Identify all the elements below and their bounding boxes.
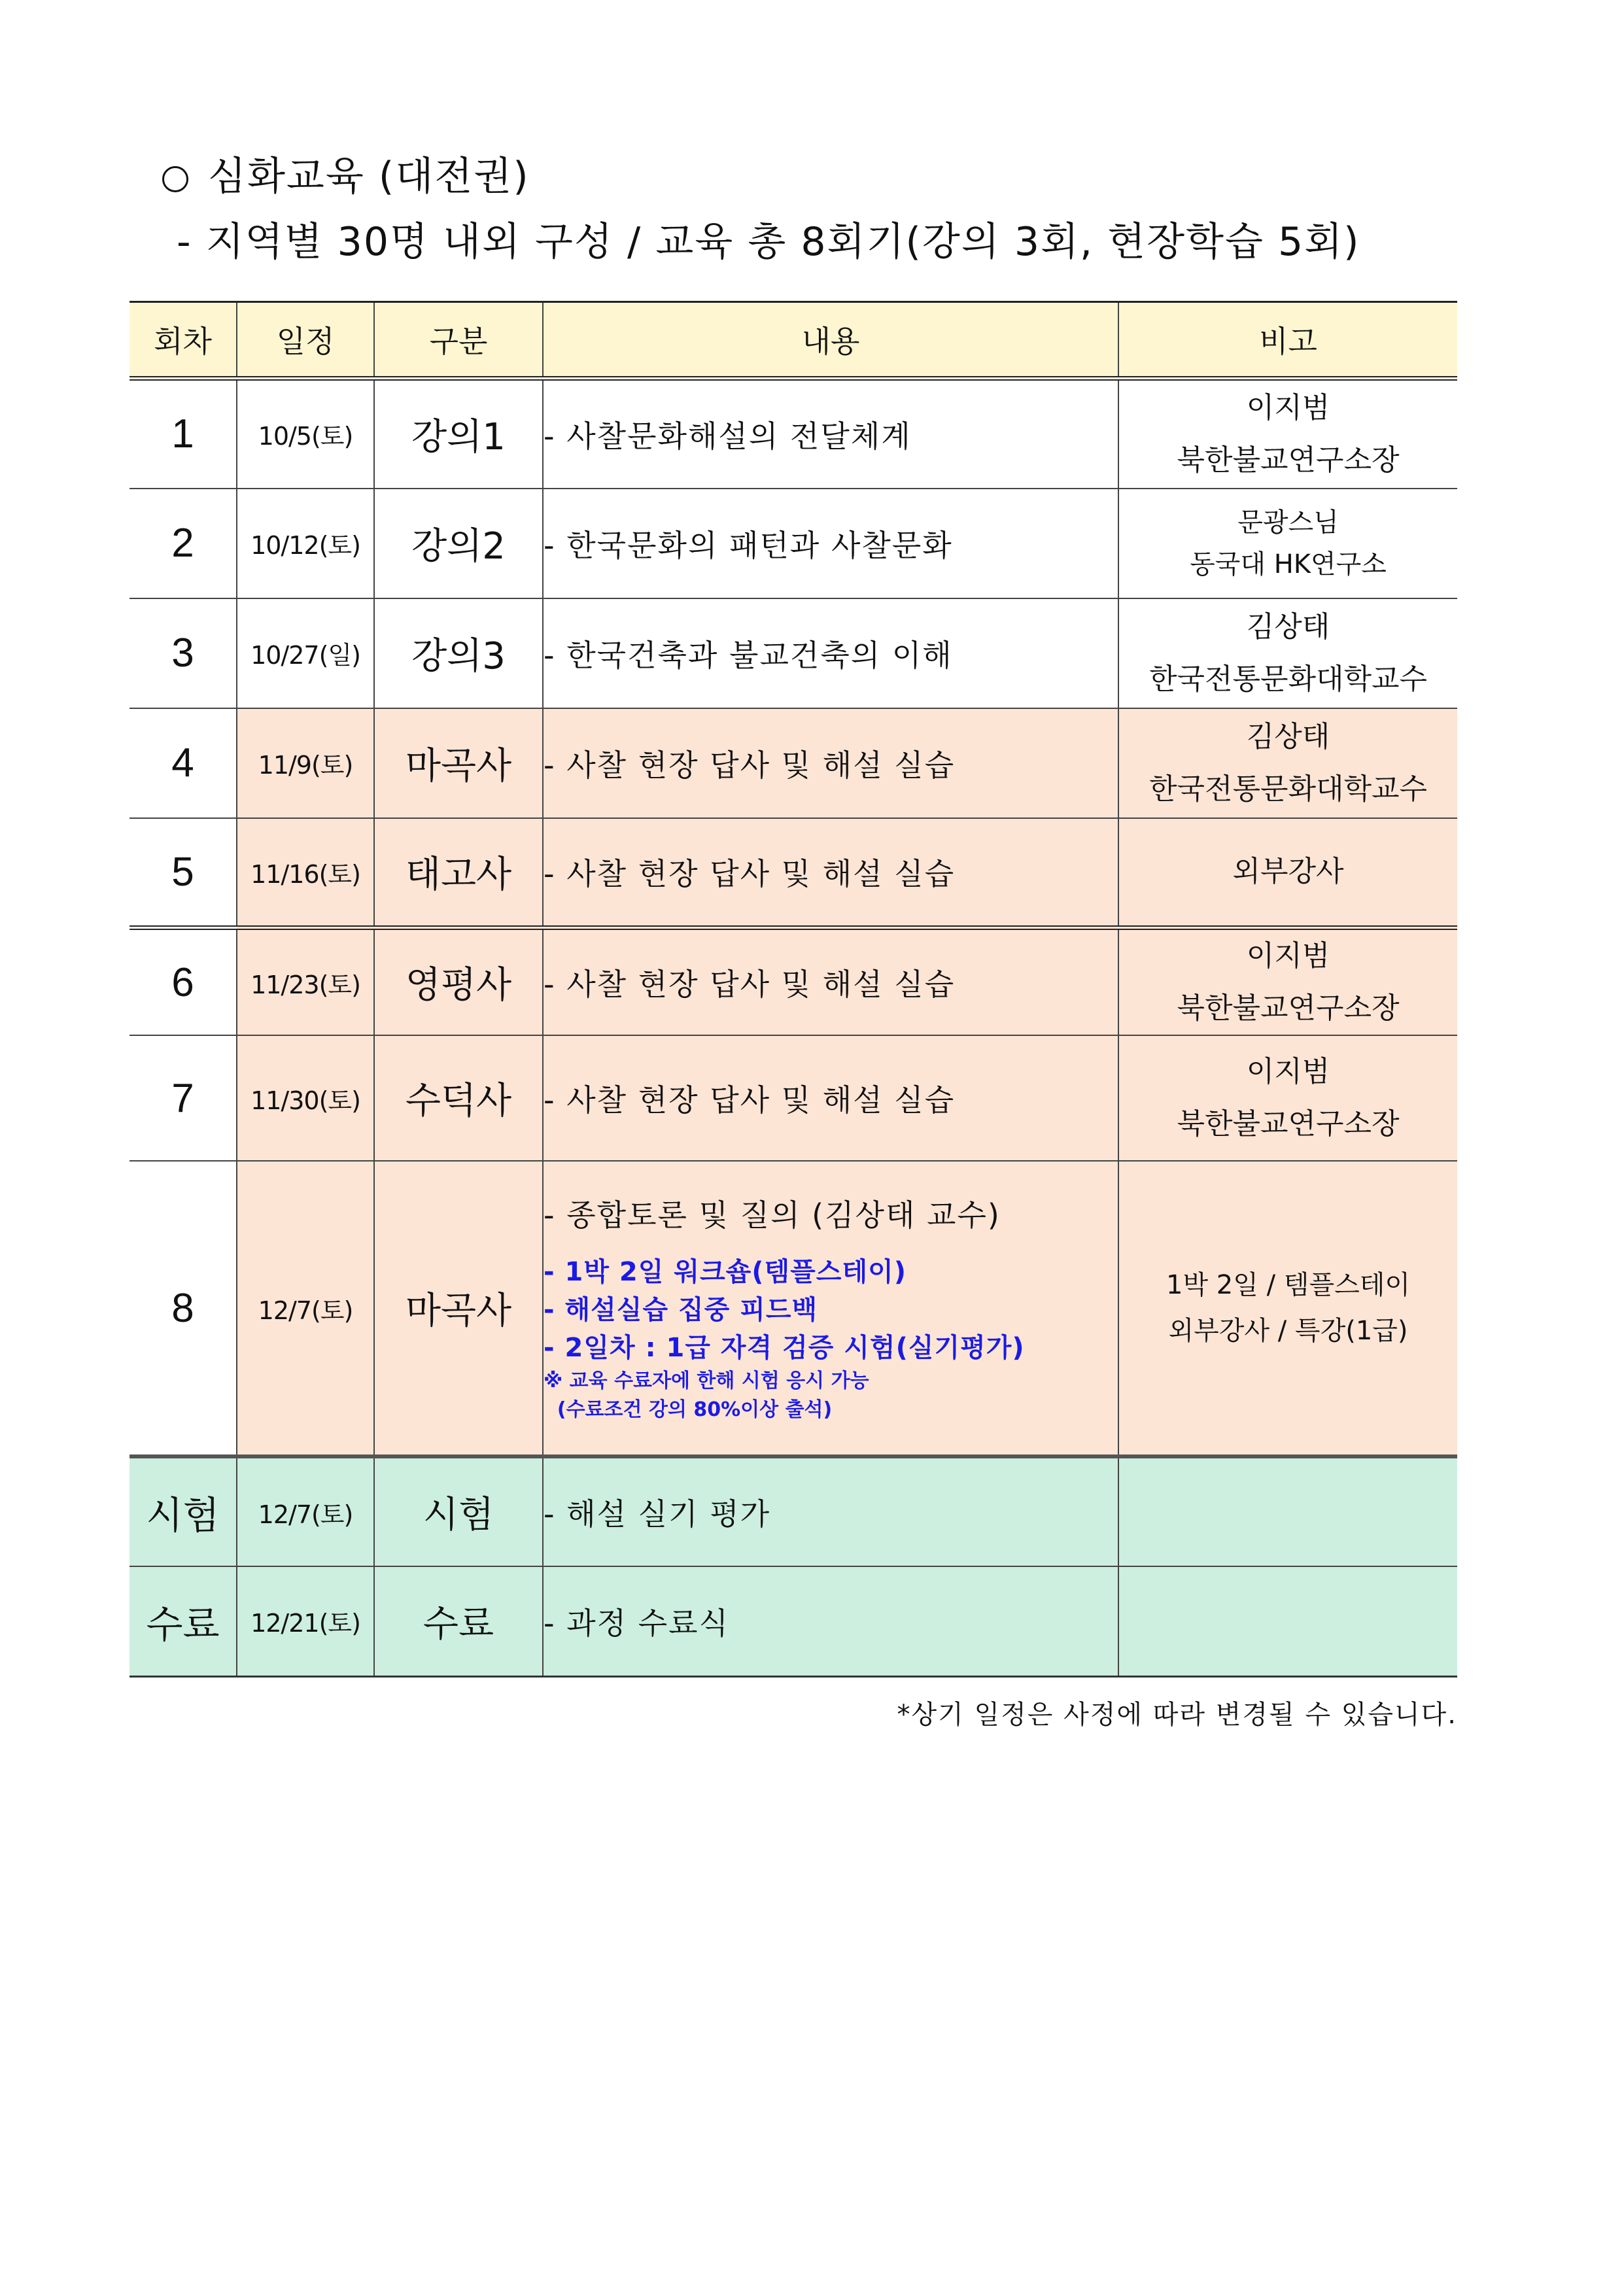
row-content: - 사찰문화해설의 전달체계 <box>543 379 1118 489</box>
content-main-line: - 종합토론 및 질의 (김상태 교수) <box>544 1197 1001 1233</box>
note-line: 1박 2일 / 템플스테이 <box>1166 1270 1410 1300</box>
row-number: 7 <box>130 1035 237 1161</box>
row-date: 11/30(토) <box>237 1035 374 1161</box>
row-category: 태고사 <box>374 818 543 928</box>
row-category: 강의3 <box>374 598 543 708</box>
row-note <box>1118 598 1457 708</box>
row-number: 시험 <box>130 1456 237 1566</box>
row-number: 4 <box>130 708 237 818</box>
row-number: 1 <box>130 379 237 489</box>
table-row <box>130 818 1457 928</box>
header-round: 회차 <box>130 302 237 379</box>
row-date: 10/5(토) <box>237 379 374 489</box>
table-row <box>130 708 1457 818</box>
note-line: 이지범 <box>1246 390 1330 424</box>
section-title: 심화교육 (대전권) <box>208 154 530 199</box>
row-category: 강의1 <box>374 379 543 489</box>
row-date: 11/16(토) <box>237 818 374 928</box>
table-row <box>130 928 1457 1036</box>
table-row <box>130 1566 1457 1676</box>
table-row <box>130 379 1457 489</box>
row-number: 6 <box>130 928 237 1036</box>
row-note <box>1118 708 1457 818</box>
header-content: 내용 <box>543 302 1118 379</box>
note-line: 외부강사 / 특강(1급) <box>1168 1316 1408 1346</box>
fine-print-line: ※ 교육 수료자에 한해 시험 응시 가능 <box>544 1369 869 1392</box>
highlight-line: - 해설실습 집중 피드백 <box>544 1295 818 1325</box>
row-content: - 해설 실기 평가 <box>543 1456 1118 1566</box>
row-date: 11/23(토) <box>237 928 374 1036</box>
header-note: 비고 <box>1118 302 1457 379</box>
row-note <box>1118 379 1457 489</box>
row-number: 2 <box>130 489 237 598</box>
row-category: 영평사 <box>374 928 543 1036</box>
note-line: 김상태 <box>1246 719 1330 753</box>
row-category: 수덕사 <box>374 1035 543 1161</box>
row-date: 12/7(토) <box>237 1456 374 1566</box>
row-category: 강의2 <box>374 489 543 598</box>
row-date: 11/9(토) <box>237 708 374 818</box>
header-date: 일정 <box>237 302 374 379</box>
row-content <box>543 1161 1118 1456</box>
row-content: - 한국문화의 패턴과 사찰문화 <box>543 489 1118 598</box>
note-line: 북한불교연구소장 <box>1177 1107 1400 1141</box>
row-category: 마곡사 <box>374 708 543 818</box>
note-line: 동국대 HK연구소 <box>1190 549 1387 579</box>
section-subtitle: - 지역별 30명 내외 구성 / 교육 총 8회기(강의 3회, 현장학습 5회) <box>177 219 1360 265</box>
row-note <box>1118 1161 1457 1456</box>
row-content: - 사찰 현장 답사 및 해설 실습 <box>543 818 1118 928</box>
table-row <box>130 1161 1457 1456</box>
table-row <box>130 598 1457 708</box>
section-heading <box>162 150 530 203</box>
row-content: - 사찰 현장 답사 및 해설 실습 <box>543 1035 1118 1161</box>
note-line: 한국전통문화대학교수 <box>1149 662 1428 696</box>
note-line: 외부강사 <box>1232 855 1344 889</box>
row-number: 5 <box>130 818 237 928</box>
row-date: 12/21(토) <box>237 1566 374 1676</box>
row-number: 3 <box>130 598 237 708</box>
row-date: 10/27(일) <box>237 598 374 708</box>
note-line: 이지범 <box>1246 1055 1330 1088</box>
row-note <box>1118 489 1457 598</box>
table-header-row <box>130 302 1457 379</box>
table-row <box>130 1456 1457 1566</box>
circle-bullet-icon <box>162 166 188 192</box>
row-note <box>1118 928 1457 1036</box>
row-content: - 사찰 현장 답사 및 해설 실습 <box>543 708 1118 818</box>
highlight-line: - 1박 2일 워크숍(템플스테이) <box>544 1257 907 1287</box>
row-category: 시험 <box>374 1456 543 1566</box>
row-note <box>1118 1035 1457 1161</box>
schedule-table <box>130 301 1457 1678</box>
row-note <box>1118 1566 1457 1676</box>
note-line: 이지범 <box>1246 939 1330 972</box>
table-row <box>130 489 1457 598</box>
row-category: 수료 <box>374 1566 543 1676</box>
note-line: 북한불교연구소장 <box>1177 443 1400 477</box>
note-line: 김상태 <box>1246 610 1330 644</box>
row-note <box>1118 818 1457 928</box>
row-category: 마곡사 <box>374 1161 543 1456</box>
row-content: - 사찰 현장 답사 및 해설 실습 <box>543 928 1118 1036</box>
row-date: 10/12(토) <box>237 489 374 598</box>
row-content: - 과정 수료식 <box>543 1566 1118 1676</box>
table-row <box>130 1035 1457 1161</box>
note-line: 한국전통문화대학교수 <box>1149 772 1428 806</box>
footnote: *상기 일정은 사정에 따라 변경될 수 있습니다. <box>897 1700 1457 1730</box>
note-line: 북한불교연구소장 <box>1177 991 1400 1025</box>
highlight-line: - 2일차 : 1급 자격 검증 시험(실기평가) <box>544 1333 1025 1363</box>
note-line: 문광스님 <box>1237 507 1339 538</box>
fine-print-line: (수료조건 강의 80%이상 출석) <box>544 1398 833 1421</box>
row-number: 수료 <box>130 1566 237 1676</box>
row-number: 8 <box>130 1161 237 1456</box>
row-content: - 한국건축과 불교건축의 이해 <box>543 598 1118 708</box>
row-note <box>1118 1456 1457 1566</box>
header-category: 구분 <box>374 302 543 379</box>
row-date: 12/7(토) <box>237 1161 374 1456</box>
